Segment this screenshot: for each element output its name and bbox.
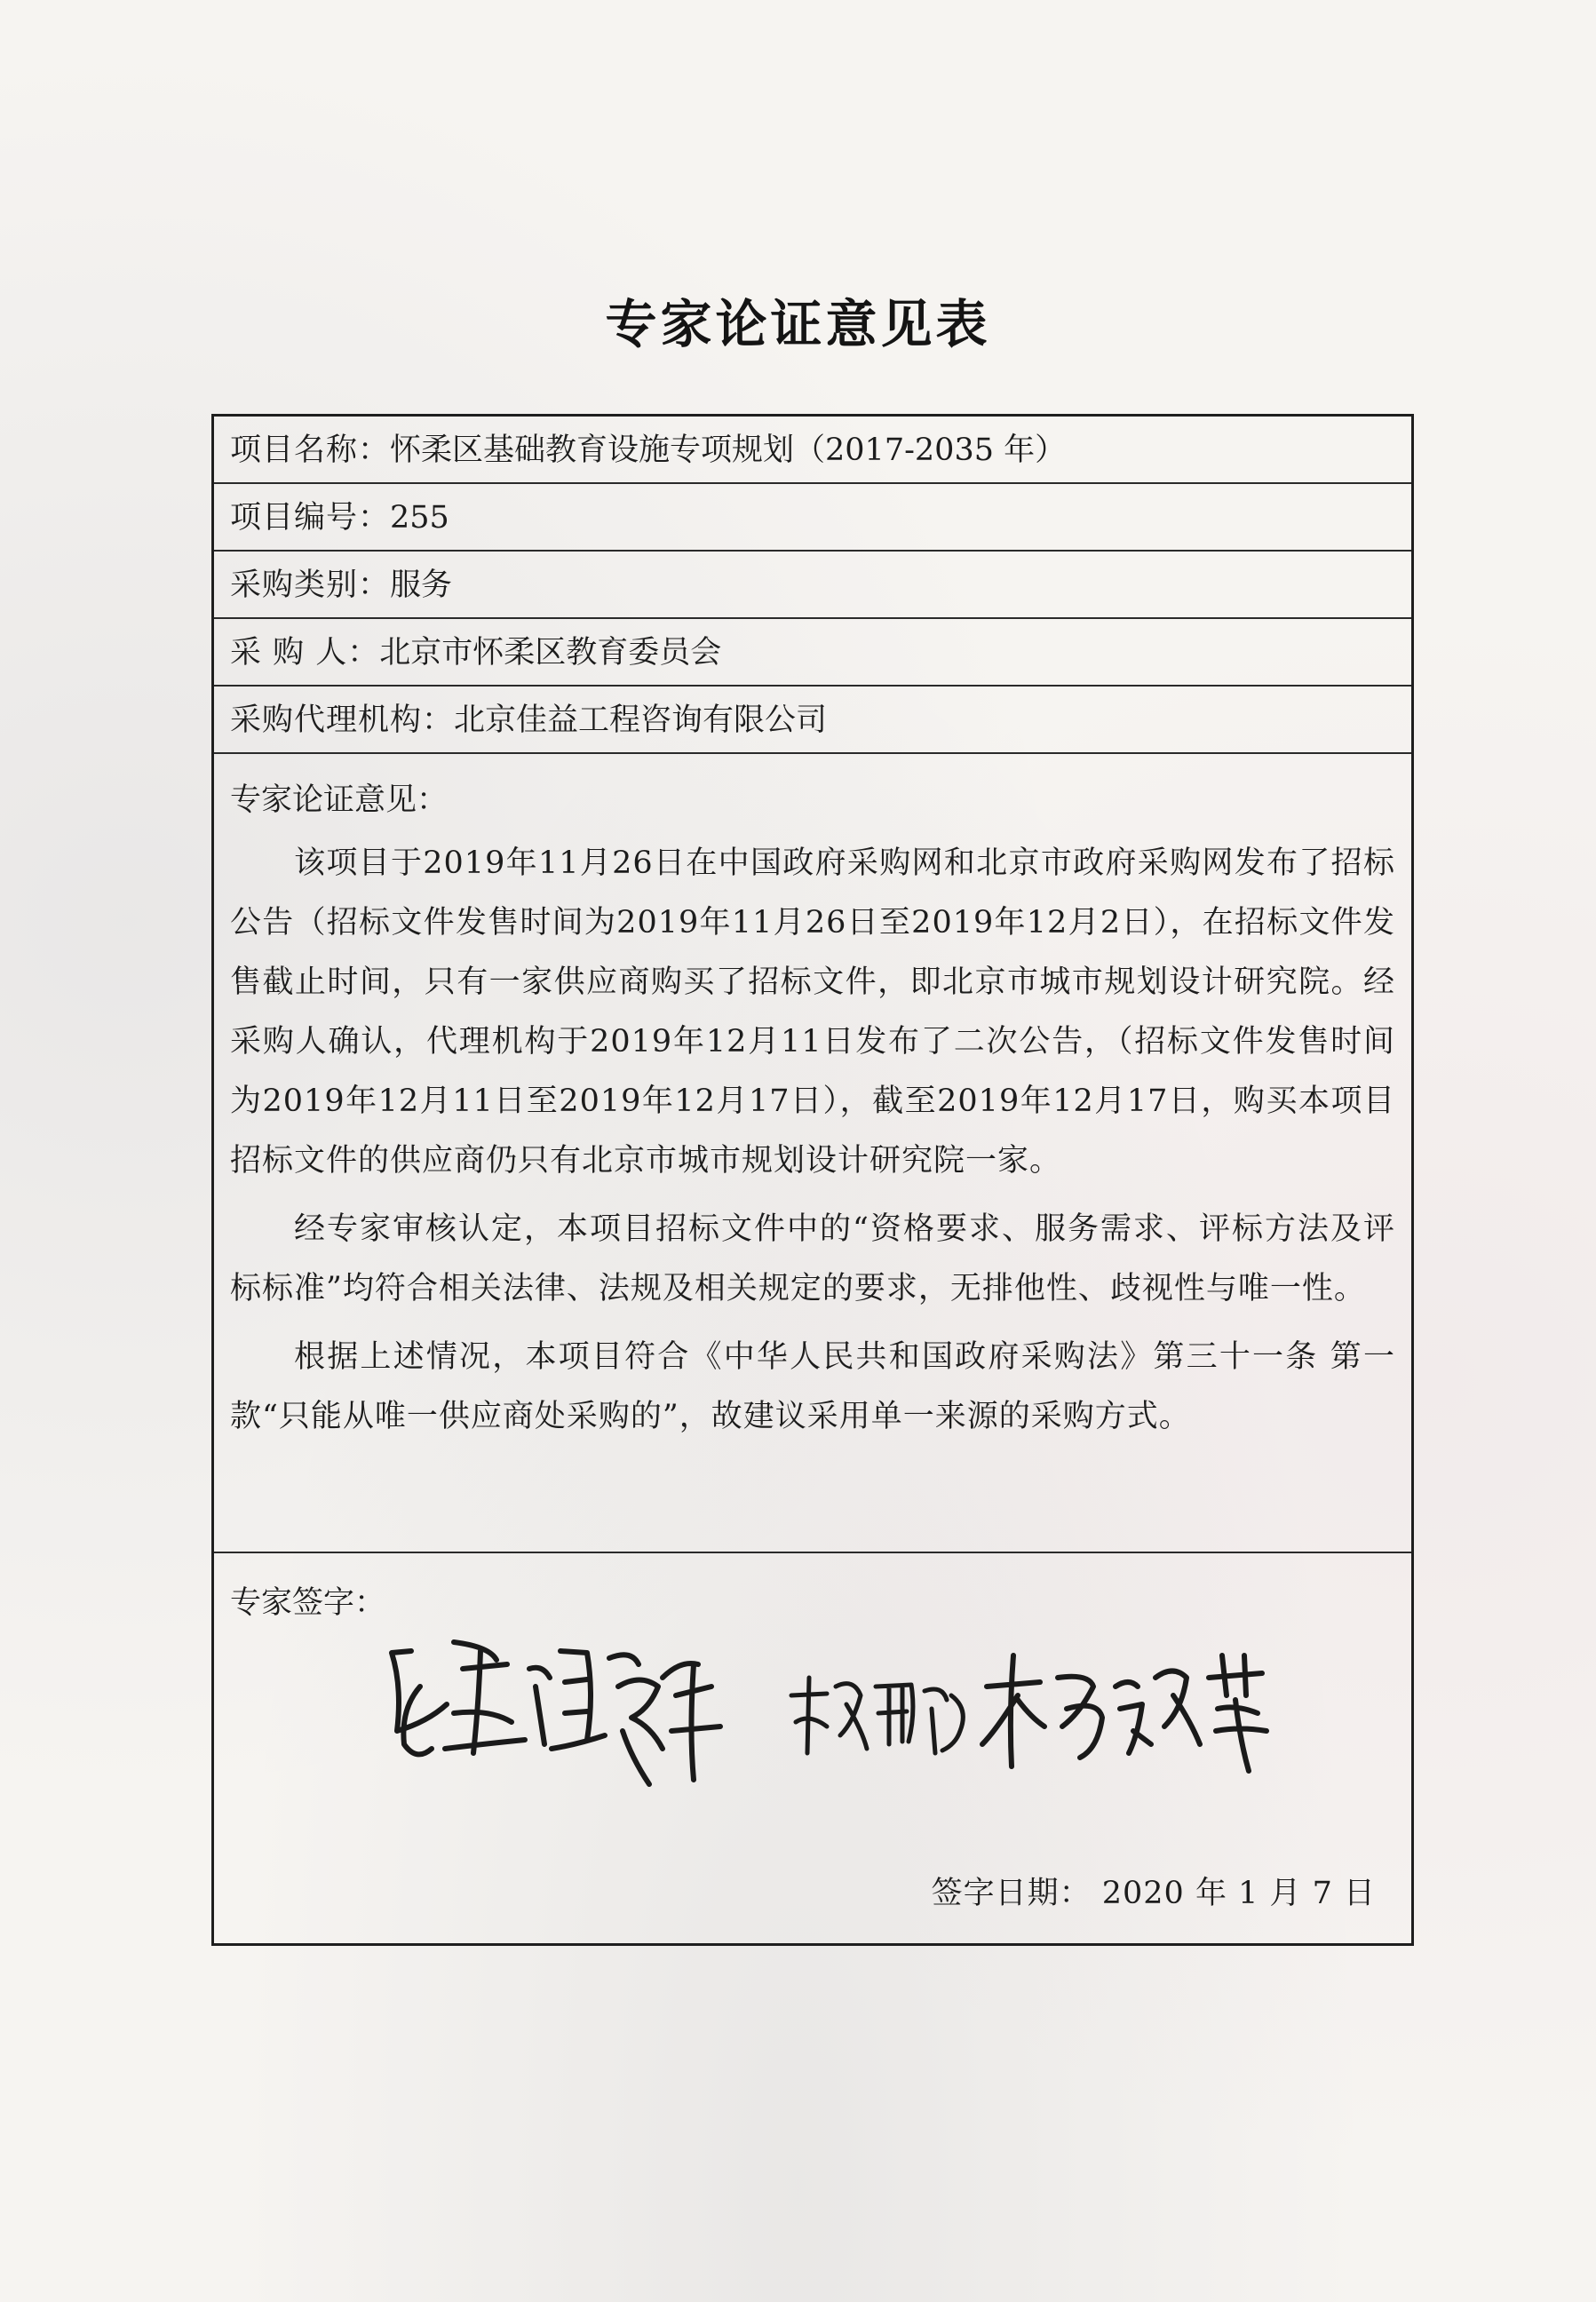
signature-1-image (392, 1642, 720, 1784)
project-number-row (214, 484, 1411, 552)
signature-section (214, 1553, 1411, 1949)
opinion-paragraph-2: 经专家审核认定，本项目招标文件中的“资格要求、服务需求、评标方法及评标标准”均符合相关法律、法规及相关规定的要求，无排他性、歧视性与唯一性。 (230, 1211, 1395, 1306)
category-label: 采购类别： (230, 568, 391, 603)
purchaser-row (214, 619, 1411, 687)
signature-2-image (791, 1678, 963, 1753)
page-title: 专家论证意见表 (605, 294, 991, 354)
purchaser-value: 北京市怀柔区教育委员会 (379, 635, 722, 671)
signature-date-value: 2020 年 1 月 7 日 (1101, 1876, 1376, 1911)
agency-label: 采购代理机构： (230, 703, 455, 738)
opinion-form-table (211, 414, 1414, 1946)
signature-date (932, 1869, 1376, 1913)
project-number-value: 255 (390, 500, 449, 536)
opinion-paragraph-3: 根据上述情况，本项目符合《中华人民共和国政府采购法》第三十一条 第一款“只能从唯一供应商处采购的”，故建议采用单一来源的采购方式。 (230, 1339, 1395, 1434)
opinion-heading: 专家论证意见： (230, 782, 449, 818)
project-name-row (214, 417, 1411, 484)
category-value: 服务 (390, 568, 453, 603)
signature-3-image (982, 1655, 1266, 1771)
purchaser-label: 采 购 人： (230, 635, 380, 671)
opinion-paragraph-1: 该项目于2019年11月26日在中国政府采购网和北京市政府采购网发布了招标公告（招标文件发售时间为2019年11月26日至2019年12月2日），在招标文件发售截止时间，只有一家供应商购买了招标文件，即北京市城市规划设计研究院。经采购人确认，代理机构于2019年12月11日发布了二次公告，（招标文件发售时间为2019年12月11日至2019年12月17日），截至2019年12月17日，购买本项目招标文件的供应商仍只有北京市城市规划设计研究院一家。 (230, 845, 1395, 1179)
agency-value: 北京佳益工程咨询有限公司 (454, 703, 828, 738)
expert-opinion-section (214, 754, 1411, 1553)
agency-row (214, 687, 1411, 754)
project-number-label: 项目编号： (230, 500, 391, 536)
signature-date-label: 签字日期： (931, 1876, 1092, 1911)
category-row (214, 552, 1411, 619)
signature-label: 专家签字： (230, 1585, 386, 1621)
project-name-label: 项目名称： (230, 433, 391, 468)
project-name-value: 怀柔区基础教育设施专项规划（2017-2035 年） (390, 433, 1067, 468)
